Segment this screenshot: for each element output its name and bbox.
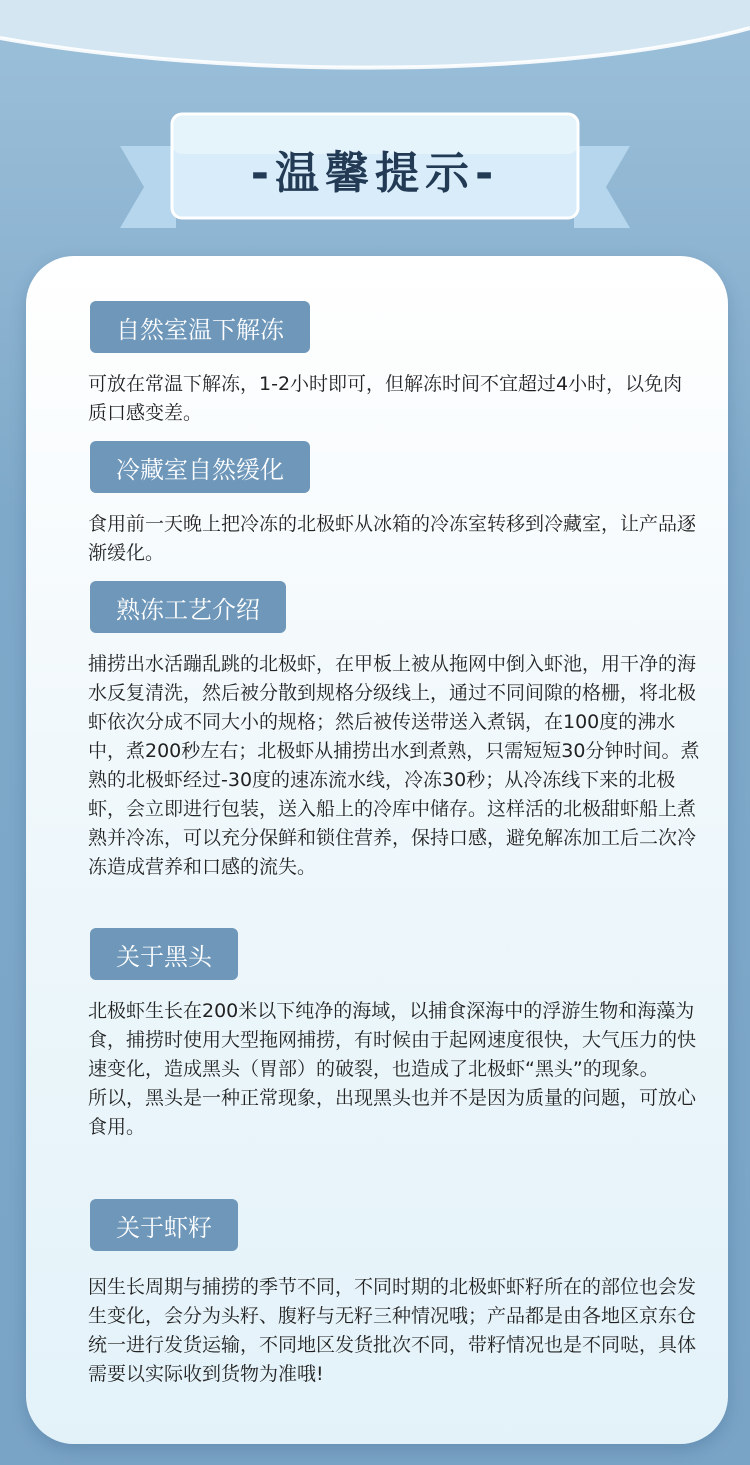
paragraph: 所以，黑头是一种正常现象，出现黑头也并不是因为质量的问题，可放心食用。 xyxy=(88,1087,697,1138)
section-heading-room-thaw: 自然室温下解冻 xyxy=(90,301,310,353)
tips-card xyxy=(26,256,728,1444)
paragraph: 因生长周期与捕捞的季节不同，不同时期的北极虾虾籽所在的部位也会发生变化，会分为头籽、腹籽与无籽三种情况哦；产品都是由各地区京东仓统一进行发货运输，不同地区发货批次不同，带籽情况也是不同哒，具体需要以实际收到货物为准哦! xyxy=(88,1276,697,1385)
section-text-process xyxy=(88,650,700,882)
section-heading-process: 熟冻工艺介绍 xyxy=(90,581,286,633)
section-text-fridge-thaw xyxy=(88,510,700,568)
page-title: -温馨提示- xyxy=(250,148,500,199)
section-text-black-head xyxy=(88,997,700,1142)
paragraph: 可放在常温下解冻，1-2小时即可，但解冻时间不宜超过4小时，以免肉质口感变差。 xyxy=(88,373,683,424)
section-text-room-thaw xyxy=(88,370,700,428)
section-heading-black-head: 关于黑头 xyxy=(90,928,238,980)
paragraph: 捕捞出水活蹦乱跳的北极虾，在甲板上被从拖网中倒入虾池，用干净的海水反复清洗，然后被分散到规格分级线上，通过不同间隙的格栅，将北极虾依次分成不同大小的规格；然后被传送带送入煮锅，在100度的沸水中，煮200秒左右；北极虾从捕捞出水到煮熟，只需短短30分钟时间。煮熟的北极虾经过-30度的速冻流水线，冷冻30秒；从冷冻线下来的北极虾，会立即进行包装，送入船上的冷库中储存。这样活的北极甜虾船上煮熟并冷冻，可以充分保鲜和锁住营养，保持口感，避免解冻加工后二次冷冻造成营养和口感的流失。 xyxy=(88,653,700,878)
section-heading-shrimp-roe: 关于虾籽 xyxy=(90,1199,238,1251)
top-wave-decoration xyxy=(0,0,750,90)
title-banner xyxy=(120,110,630,228)
section-heading-fridge-thaw: 冷藏室自然缓化 xyxy=(90,441,310,493)
section-text-shrimp-roe xyxy=(88,1273,700,1389)
paragraph: 北极虾生长在200米以下纯净的海域，以捕食深海中的浮游生物和海藻为食，捕捞时使用大型拖网捕捞，有时候由于起网速度很快，大气压力的快速变化，造成黑头（胃部）的破裂，也造成了北极虾“黑头”的现象。 xyxy=(88,1000,697,1080)
paragraph: 食用前一天晚上把冷冻的北极虾从冰箱的冷冻室转移到冷藏室，让产品逐渐缓化。 xyxy=(88,513,697,564)
